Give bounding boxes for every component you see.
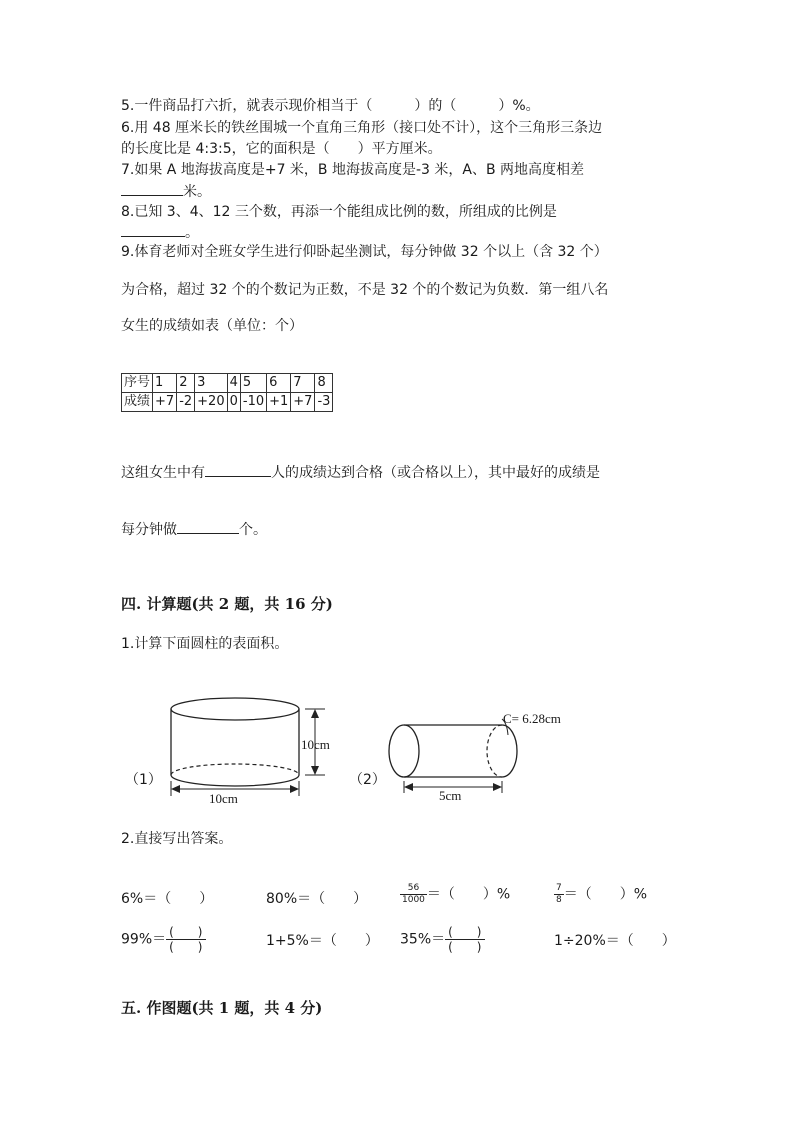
question-8-suffix: 。 bbox=[185, 225, 199, 241]
question-6-line-2: 的长度比是 4:3:5，它的面积是（ ）平方厘米。 bbox=[121, 141, 442, 157]
calc-2-4: 1÷20%＝（ ） bbox=[554, 933, 676, 949]
section-4-title: 四. 计算题(共 2 题，共 16 分) bbox=[121, 595, 333, 613]
table-cell: 7 bbox=[291, 374, 315, 393]
fraction-numerator: 56 bbox=[400, 883, 427, 895]
section-4-question-2: 2.直接写出答案。 bbox=[121, 831, 233, 847]
fraction bbox=[166, 925, 205, 954]
question-8-line-2 bbox=[121, 222, 199, 243]
calc-tail: ＝（ ）% bbox=[563, 886, 648, 903]
fraction bbox=[554, 883, 564, 906]
figure-2-label: （2） bbox=[349, 772, 386, 788]
answer-blank[interactable] bbox=[177, 519, 239, 534]
fraction bbox=[400, 883, 427, 906]
question-7-line-1: 7.如果 A 地海拔高度是+7 米，B 地海拔高度是-3 米，A、B 两地高度相差 bbox=[121, 162, 585, 178]
section-4-question-1: 1.计算下面圆柱的表面积。 bbox=[121, 636, 289, 652]
calc-2-2: 1+5%＝（ ） bbox=[266, 933, 379, 949]
answer-prefix: 这组女生中有 bbox=[121, 465, 205, 481]
question-6-line-1: 6.用 48 厘米长的铁丝围城一个直角三角形（接口处不计），这个三角形三条边 bbox=[121, 120, 603, 136]
table-cell: 成绩 bbox=[122, 393, 153, 412]
question-9-answer-line-2 bbox=[121, 519, 267, 540]
table-cell: 6 bbox=[267, 374, 291, 393]
table-cell: +20 bbox=[195, 393, 227, 412]
calc-tail: ＝（ ）% bbox=[426, 886, 511, 903]
answer-blank[interactable] bbox=[121, 181, 183, 196]
table-cell: 3 bbox=[195, 374, 227, 393]
table-cell: +7 bbox=[153, 393, 177, 412]
question-7-line-2 bbox=[121, 181, 211, 202]
section-5-title: 五. 作图题(共 1 题，共 4 分) bbox=[121, 999, 323, 1017]
figure-2-circumference-label: C= 6.28cm bbox=[503, 711, 561, 726]
fraction-denominator: ( ) bbox=[169, 940, 203, 954]
table-cell: 序号 bbox=[122, 374, 153, 393]
answer-suffix: 人的成绩达到合格（或合格以上），其中最好的成绩是 bbox=[271, 465, 600, 481]
fraction bbox=[445, 925, 484, 954]
calc-head: 35%＝ bbox=[400, 931, 446, 948]
answer-suffix: 个。 bbox=[239, 522, 267, 538]
fraction-numerator: ( ) bbox=[445, 925, 484, 940]
figure-1-width-label: 10cm bbox=[209, 791, 238, 806]
fraction-denominator: 8 bbox=[556, 895, 562, 905]
calc-1-4 bbox=[554, 883, 647, 906]
table-cell: +7 bbox=[291, 393, 315, 412]
figure-2-length-label: 5cm bbox=[439, 788, 462, 803]
fraction-numerator: 7 bbox=[556, 883, 562, 893]
answer-blank[interactable] bbox=[205, 462, 271, 477]
question-9-line-2: 为合格，超过 32 个的个数记为正数，不是 32 个的个数记为负数．第一组八名 bbox=[121, 282, 609, 298]
calc-head: 99%＝ bbox=[121, 931, 167, 948]
table-cell: -3 bbox=[315, 393, 333, 412]
question-7-suffix: 米。 bbox=[183, 184, 211, 200]
figure-1-label: （1） bbox=[125, 772, 162, 788]
table-cell: 4 bbox=[227, 374, 240, 393]
question-9-answer-line-1 bbox=[121, 462, 600, 483]
table-row bbox=[122, 393, 333, 412]
figure-1-height-label: 10cm bbox=[301, 737, 330, 752]
answer-blank[interactable] bbox=[121, 222, 185, 237]
fraction-denominator: 1000 bbox=[402, 895, 425, 905]
table-cell: 5 bbox=[240, 374, 266, 393]
answer-prefix: 每分钟做 bbox=[121, 522, 177, 538]
calc-1-1: 6%＝（ ） bbox=[121, 891, 214, 907]
table-row bbox=[122, 374, 333, 393]
table-cell: 1 bbox=[153, 374, 177, 393]
calc-1-3 bbox=[400, 883, 510, 906]
cylinder-figure-1 bbox=[160, 693, 345, 813]
table-cell: 2 bbox=[177, 374, 195, 393]
calc-2-3 bbox=[400, 925, 485, 954]
calc-1-2: 80%＝（ ） bbox=[266, 891, 368, 907]
question-5: 5.一件商品打六折，就表示现价相当于（ ）的（ ）%。 bbox=[121, 98, 540, 114]
table-cell: -2 bbox=[177, 393, 195, 412]
fraction-numerator: ( ) bbox=[166, 925, 205, 940]
calc-2-1 bbox=[121, 925, 206, 954]
question-8-line-1: 8.已知 3、4、12 三个数，再添一个能组成比例的数，所组成的比例是 bbox=[121, 204, 557, 220]
fraction-denominator: ( ) bbox=[448, 940, 482, 954]
table-cell: -10 bbox=[240, 393, 266, 412]
table-cell: 0 bbox=[227, 393, 240, 412]
question-9-line-3: 女生的成绩如表（单位：个） bbox=[121, 318, 303, 334]
score-table bbox=[121, 373, 333, 412]
table-cell: +1 bbox=[267, 393, 291, 412]
question-9-line-1: 9.体育老师对全班女学生进行仰卧起坐测试，每分钟做 32 个以上（含 32 个） bbox=[121, 244, 608, 260]
table-cell: 8 bbox=[315, 374, 333, 393]
